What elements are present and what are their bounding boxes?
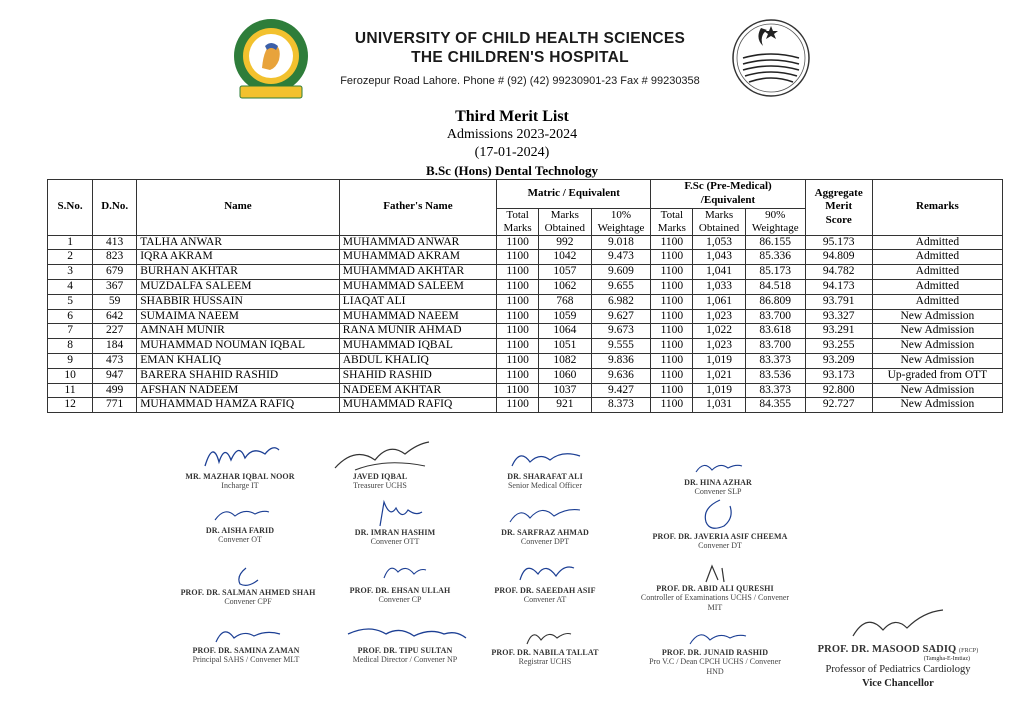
- col-father: Father's Name: [339, 180, 496, 236]
- signatory-name: PROF. DR. SAMINA ZAMAN: [192, 646, 300, 655]
- col-fsc-line2: /Equivalent: [700, 193, 756, 206]
- signatory-role: Registrar UCHS: [518, 657, 572, 666]
- vc-designation: Professor of Pediatrics Cardiology: [825, 664, 971, 675]
- signature-scribble: [688, 456, 748, 478]
- cell-m-obtained: 1057: [539, 265, 591, 280]
- cell-f-weightage: 83.536: [745, 368, 805, 383]
- table-row: [48, 309, 1003, 324]
- signature-block: [330, 498, 460, 547]
- cell-f-obtained: 1,023: [693, 309, 745, 324]
- col-f-weightage: [745, 208, 805, 235]
- table-row: [48, 368, 1003, 383]
- cell-dno: 367: [93, 279, 137, 294]
- table-row: [48, 339, 1003, 354]
- table-row: [48, 324, 1003, 339]
- hdr-text: Marks: [705, 208, 734, 221]
- cell-m-weightage: 6.982: [591, 294, 651, 309]
- merit-table: [47, 179, 1003, 413]
- signature-scribble: [680, 624, 750, 648]
- signature-block: [176, 620, 316, 665]
- vc-signature-block: [798, 606, 998, 691]
- cell-m-weightage: 8.373: [591, 398, 651, 413]
- cell-dno: 642: [93, 309, 137, 324]
- cell-aggregate: 92.727: [805, 398, 872, 413]
- cell-f-obtained: 1,019: [693, 353, 745, 368]
- cell-remarks: Admitted: [872, 294, 1002, 309]
- signatory-name: PROF. DR. JUNAID RASHID: [661, 648, 769, 657]
- signature-scribble: [205, 500, 275, 526]
- cell-f-total: 1100: [651, 279, 693, 294]
- signatory-role: Controller of Examinations UCHS / Convener MIT: [640, 593, 790, 612]
- cell-name: MUHAMMAD HAMZA RAFIQ: [137, 398, 340, 413]
- cell-f-obtained: 1,043: [693, 250, 745, 265]
- hospital-name: THE CHILDREN'S HOSPITAL: [411, 49, 629, 66]
- col-m-weightage: [591, 208, 651, 235]
- cell-f-obtained: 1,061: [693, 294, 745, 309]
- cell-m-obtained: 992: [539, 235, 591, 250]
- col-agg-line1: Aggregate: [814, 186, 863, 199]
- cell-m-total: 1100: [497, 235, 539, 250]
- cell-m-obtained: 768: [539, 294, 591, 309]
- cell-f-weightage: 86.155: [745, 235, 805, 250]
- vc-name: PROF. DR. MASOOD SADIQ: [817, 644, 957, 655]
- cell-m-weightage: 9.636: [591, 368, 651, 383]
- signature-block: [480, 624, 610, 667]
- cell-name: AMNAH MUNIR: [137, 324, 340, 339]
- cell-dno: 947: [93, 368, 137, 383]
- signatory-name: PROF. DR. TIPU SULTAN: [357, 646, 453, 655]
- cell-name: BARERA SHAHID RASHID: [137, 368, 340, 383]
- col-fsc: [651, 180, 805, 209]
- signature-scribble: [325, 436, 435, 472]
- session-line: Admissions 2023-2024: [446, 127, 578, 142]
- signature-block: [640, 496, 800, 551]
- cell-m-obtained: 1064: [539, 324, 591, 339]
- signature-block: [335, 556, 465, 605]
- signature-scribble: [843, 606, 953, 644]
- signature-block: [640, 562, 790, 613]
- cell-f-weightage: 85.336: [745, 250, 805, 265]
- cell-f-total: 1100: [651, 250, 693, 265]
- cell-dno: 413: [93, 235, 137, 250]
- signatory-role: Convener OT: [218, 535, 262, 544]
- table-row: [48, 235, 1003, 250]
- signature-scribble: [360, 498, 430, 528]
- cell-m-obtained: 921: [539, 398, 591, 413]
- signature-scribble: [340, 620, 470, 646]
- cell-f-total: 1100: [651, 398, 693, 413]
- signatory-name: PROF. DR. ABID ALI QURESHI: [656, 584, 774, 593]
- cell-aggregate: 93.291: [805, 324, 872, 339]
- cell-m-weightage: 9.673: [591, 324, 651, 339]
- cell-father: SHAHID RASHID: [339, 368, 496, 383]
- signatory-name: PROF. DR. SALMAN AHMED SHAH: [180, 588, 316, 597]
- signatory-name: JAVED IQBAL: [352, 472, 408, 481]
- cell-sno: 2: [48, 250, 93, 265]
- table-row: [48, 398, 1003, 413]
- signature-block: [480, 444, 610, 491]
- col-dno: D.No.: [93, 180, 137, 236]
- cell-f-total: 1100: [651, 339, 693, 354]
- signatory-role: Convener DT: [698, 541, 742, 550]
- cell-f-weightage: 86.809: [745, 294, 805, 309]
- signature-scribble: [218, 566, 278, 588]
- vc-name-line: [798, 644, 998, 655]
- signatory-name: PROF. DR. NABILA TALLAT: [491, 648, 599, 657]
- signatory-name: DR. AISHA FARID: [205, 526, 275, 535]
- signature-scribble: [195, 436, 285, 472]
- cell-remarks: Admitted: [872, 250, 1002, 265]
- cell-name: SHABBIR HUSSAIN: [137, 294, 340, 309]
- contact-line: Ferozepur Road Lahore. Phone # (92) (42) 99230901-23 Fax # 99230358: [340, 75, 700, 87]
- cell-m-total: 1100: [497, 294, 539, 309]
- cell-aggregate: 94.782: [805, 265, 872, 280]
- cell-f-total: 1100: [651, 309, 693, 324]
- hdr-text: Total: [660, 208, 684, 221]
- cell-f-weightage: 85.173: [745, 265, 805, 280]
- signature-block: [168, 566, 328, 607]
- cell-f-total: 1100: [651, 353, 693, 368]
- cell-m-obtained: 1062: [539, 279, 591, 294]
- cell-f-obtained: 1,031: [693, 398, 745, 413]
- col-name: Name: [137, 180, 340, 236]
- merit-list-title: Third Merit List: [455, 108, 569, 125]
- signature-block: [480, 556, 610, 605]
- hdr-text: Total: [506, 208, 529, 221]
- vc-suffix: (FRCP): [959, 648, 979, 654]
- cell-f-obtained: 1,019: [693, 383, 745, 398]
- signatory-name: DR. IMRAN HASHIM: [354, 528, 436, 537]
- cell-f-total: 1100: [651, 368, 693, 383]
- cell-m-weightage: 9.627: [591, 309, 651, 324]
- signature-scribble: [515, 624, 575, 648]
- cell-m-weightage: 9.473: [591, 250, 651, 265]
- cell-dno: 473: [93, 353, 137, 368]
- cell-aggregate: 93.327: [805, 309, 872, 324]
- cell-m-weightage: 9.555: [591, 339, 651, 354]
- col-sno: S.No.: [48, 180, 93, 236]
- col-f-obtained: [693, 208, 745, 235]
- cell-f-weightage: 83.700: [745, 309, 805, 324]
- col-fsc-line1: F.Sc (Pre-Medical): [684, 180, 772, 192]
- cell-father: MUHAMMAD IQBAL: [339, 339, 496, 354]
- cell-dno: 771: [93, 398, 137, 413]
- uchs-logo: [232, 16, 310, 102]
- cell-sno: 5: [48, 294, 93, 309]
- cell-m-total: 1100: [497, 279, 539, 294]
- signatory-role: Pro V.C / Dean CPCH UCHS / Convener HND: [649, 657, 781, 676]
- date-line: (17-01-2024): [474, 145, 550, 160]
- cell-m-obtained: 1060: [539, 368, 591, 383]
- cell-remarks: New Admission: [872, 309, 1002, 324]
- cell-f-obtained: 1,053: [693, 235, 745, 250]
- cell-dno: 499: [93, 383, 137, 398]
- cell-sno: 7: [48, 324, 93, 339]
- cell-m-total: 1100: [497, 398, 539, 413]
- signatory-role: Principal SAHS / Convener MLT: [192, 655, 300, 664]
- signatory-role: Treasurer UCHS: [353, 481, 407, 490]
- cell-m-total: 1100: [497, 383, 539, 398]
- cell-remarks: Admitted: [872, 235, 1002, 250]
- cell-name: AFSHAN NADEEM: [137, 383, 340, 398]
- signatory-role: Convener OTT: [370, 537, 420, 546]
- cell-sno: 12: [48, 398, 93, 413]
- col-f-total: [651, 208, 693, 235]
- hdr-text: Obtained: [544, 221, 585, 234]
- cell-f-weightage: 84.518: [745, 279, 805, 294]
- cell-m-obtained: 1082: [539, 353, 591, 368]
- cell-father: MUHAMMAD AKHTAR: [339, 265, 496, 280]
- cell-f-weightage: 83.373: [745, 353, 805, 368]
- cell-m-obtained: 1059: [539, 309, 591, 324]
- cell-f-obtained: 1,021: [693, 368, 745, 383]
- cell-m-total: 1100: [497, 339, 539, 354]
- signature-block: [480, 500, 610, 547]
- cell-name: BURHAN AKHTAR: [137, 265, 340, 280]
- cell-aggregate: 92.800: [805, 383, 872, 398]
- cell-f-obtained: 1,023: [693, 339, 745, 354]
- cell-name: MUHAMMAD NOUMAN IQBAL: [137, 339, 340, 354]
- cell-father: MUHAMMAD AKRAM: [339, 250, 496, 265]
- cell-m-weightage: 9.609: [591, 265, 651, 280]
- signatory-name: PROF. DR. EHSAN ULLAH: [349, 586, 451, 595]
- cell-remarks: New Admission: [872, 398, 1002, 413]
- signatory-role: Convener DPT: [520, 537, 570, 546]
- cell-m-weightage: 9.427: [591, 383, 651, 398]
- signatory-role: Convener SLP: [694, 487, 742, 496]
- cell-m-total: 1100: [497, 250, 539, 265]
- university-name: UNIVERSITY OF CHILD HEALTH SCIENCES: [354, 30, 686, 47]
- cell-f-obtained: 1,033: [693, 279, 745, 294]
- cell-aggregate: 94.809: [805, 250, 872, 265]
- cell-dno: 823: [93, 250, 137, 265]
- table-row: [48, 353, 1003, 368]
- col-m-obtained: [539, 208, 591, 235]
- cell-sno: 9: [48, 353, 93, 368]
- cell-dno: 59: [93, 294, 137, 309]
- signatory-role: Convener AT: [523, 595, 567, 604]
- cell-aggregate: 95.173: [805, 235, 872, 250]
- signatory-name: MR. MAZHAR IQBAL NOOR: [185, 472, 295, 481]
- signature-scribble: [500, 444, 590, 472]
- col-remarks: Remarks: [872, 180, 1002, 236]
- hdr-text: 90%: [765, 208, 786, 221]
- signatory-name: DR. HINA AZHAR: [684, 478, 752, 487]
- cell-aggregate: 94.173: [805, 279, 872, 294]
- col-matric: Matric / Equivalent: [497, 180, 651, 209]
- hdr-text: Marks: [503, 221, 532, 234]
- cell-father: RANA MUNIR AHMAD: [339, 324, 496, 339]
- cell-f-total: 1100: [651, 235, 693, 250]
- cell-father: MUHAMMAD NAEEM: [339, 309, 496, 324]
- signature-scribble: [370, 556, 430, 586]
- cell-father: MUHAMMAD ANWAR: [339, 235, 496, 250]
- col-agg-line2: Merit: [825, 200, 853, 213]
- table-row: [48, 383, 1003, 398]
- cell-remarks: New Admission: [872, 339, 1002, 354]
- cell-remarks: New Admission: [872, 324, 1002, 339]
- signature-block: [180, 500, 300, 545]
- cell-aggregate: 93.209: [805, 353, 872, 368]
- table-row: [48, 250, 1003, 265]
- cell-sno: 1: [48, 235, 93, 250]
- cell-f-weightage: 83.618: [745, 324, 805, 339]
- signature-scribble: [500, 500, 590, 528]
- cell-f-total: 1100: [651, 324, 693, 339]
- signatory-name: PROF. DR. SAEEDAH ASIF: [494, 586, 596, 595]
- cell-remarks: New Admission: [872, 383, 1002, 398]
- signature-scribble: [690, 562, 740, 584]
- cell-name: SUMAIMA NAEEM: [137, 309, 340, 324]
- signature-block: [180, 436, 300, 491]
- signatory-role: Convener CPF: [224, 597, 272, 606]
- signature-block: [640, 624, 790, 677]
- cell-name: IQRA AKRAM: [137, 250, 340, 265]
- cell-f-obtained: 1,041: [693, 265, 745, 280]
- cell-father: NADEEM AKHTAR: [339, 383, 496, 398]
- signatory-role: Convener CP: [378, 595, 422, 604]
- signature-block: [335, 620, 475, 665]
- cell-aggregate: 93.255: [805, 339, 872, 354]
- cell-m-weightage: 9.018: [591, 235, 651, 250]
- col-agg-line3: Score: [825, 214, 852, 227]
- signatory-role: Senior Medical Officer: [507, 481, 583, 490]
- cell-m-obtained: 1042: [539, 250, 591, 265]
- table-row: [48, 294, 1003, 309]
- cell-f-weightage: 84.355: [745, 398, 805, 413]
- cell-remarks: Up-graded from OTT: [872, 368, 1002, 383]
- vc-title: Vice Chancellor: [862, 678, 934, 689]
- cell-dno: 184: [93, 339, 137, 354]
- hdr-text: Obtained: [698, 221, 740, 234]
- signatory-name: DR. SHARAFAT ALI: [507, 472, 583, 481]
- cell-dno: 227: [93, 324, 137, 339]
- cell-father: MUHAMMAD SALEEM: [339, 279, 496, 294]
- col-m-total: [497, 208, 539, 235]
- cell-father: ABDUL KHALIQ: [339, 353, 496, 368]
- table-row: [48, 279, 1003, 294]
- cell-m-weightage: 9.836: [591, 353, 651, 368]
- hdr-text: Weightage: [597, 221, 645, 234]
- col-aggregate: [805, 180, 872, 236]
- program-title: B.Sc (Hons) Dental Technology: [426, 163, 598, 178]
- signature-scribble: [206, 620, 286, 646]
- cell-f-weightage: 83.373: [745, 383, 805, 398]
- cell-f-obtained: 1,022: [693, 324, 745, 339]
- vc-award: (Tamgha-E-Imtiaz): [923, 656, 970, 662]
- signatory-role: Incharge IT: [221, 481, 259, 490]
- signatory-name: PROF. DR. JAVERIA ASIF CHEEMA: [652, 532, 788, 541]
- cell-m-obtained: 1037: [539, 383, 591, 398]
- cell-m-total: 1100: [497, 353, 539, 368]
- signature-scribble: [690, 496, 750, 532]
- cell-father: LIAQAT ALI: [339, 294, 496, 309]
- signature-block: [658, 456, 778, 497]
- cell-sno: 4: [48, 279, 93, 294]
- cell-f-total: 1100: [651, 294, 693, 309]
- table-row: [48, 265, 1003, 280]
- hdr-text: Marks: [550, 208, 579, 221]
- cell-name: EMAN KHALIQ: [137, 353, 340, 368]
- cell-f-total: 1100: [651, 265, 693, 280]
- cell-sno: 6: [48, 309, 93, 324]
- cell-father: MUHAMMAD RAFIQ: [339, 398, 496, 413]
- cell-m-weightage: 9.655: [591, 279, 651, 294]
- signature-scribble: [510, 556, 580, 586]
- cell-sno: 10: [48, 368, 93, 383]
- cell-m-total: 1100: [497, 309, 539, 324]
- cell-aggregate: 93.173: [805, 368, 872, 383]
- cell-sno: 3: [48, 265, 93, 280]
- signatory-name: DR. SARFRAZ AHMAD: [501, 528, 589, 537]
- cell-f-total: 1100: [651, 383, 693, 398]
- signature-block: [320, 436, 440, 491]
- cell-name: MUZDALFA SALEEM: [137, 279, 340, 294]
- cell-remarks: New Admission: [872, 353, 1002, 368]
- cell-remarks: Admitted: [872, 279, 1002, 294]
- cell-f-weightage: 83.700: [745, 339, 805, 354]
- cell-name: TALHA ANWAR: [137, 235, 340, 250]
- cell-aggregate: 93.791: [805, 294, 872, 309]
- punjab-emblem: [725, 16, 817, 102]
- cell-m-total: 1100: [497, 324, 539, 339]
- hdr-text: 10%: [610, 208, 632, 221]
- cell-m-total: 1100: [497, 368, 539, 383]
- cell-m-total: 1100: [497, 265, 539, 280]
- cell-m-obtained: 1051: [539, 339, 591, 354]
- hdr-text: Marks: [657, 221, 686, 234]
- cell-sno: 11: [48, 383, 93, 398]
- signatory-role: Medical Director / Convener NP: [352, 655, 458, 664]
- hdr-text: Weightage: [751, 221, 799, 234]
- cell-sno: 8: [48, 339, 93, 354]
- cell-dno: 679: [93, 265, 137, 280]
- cell-remarks: Admitted: [872, 265, 1002, 280]
